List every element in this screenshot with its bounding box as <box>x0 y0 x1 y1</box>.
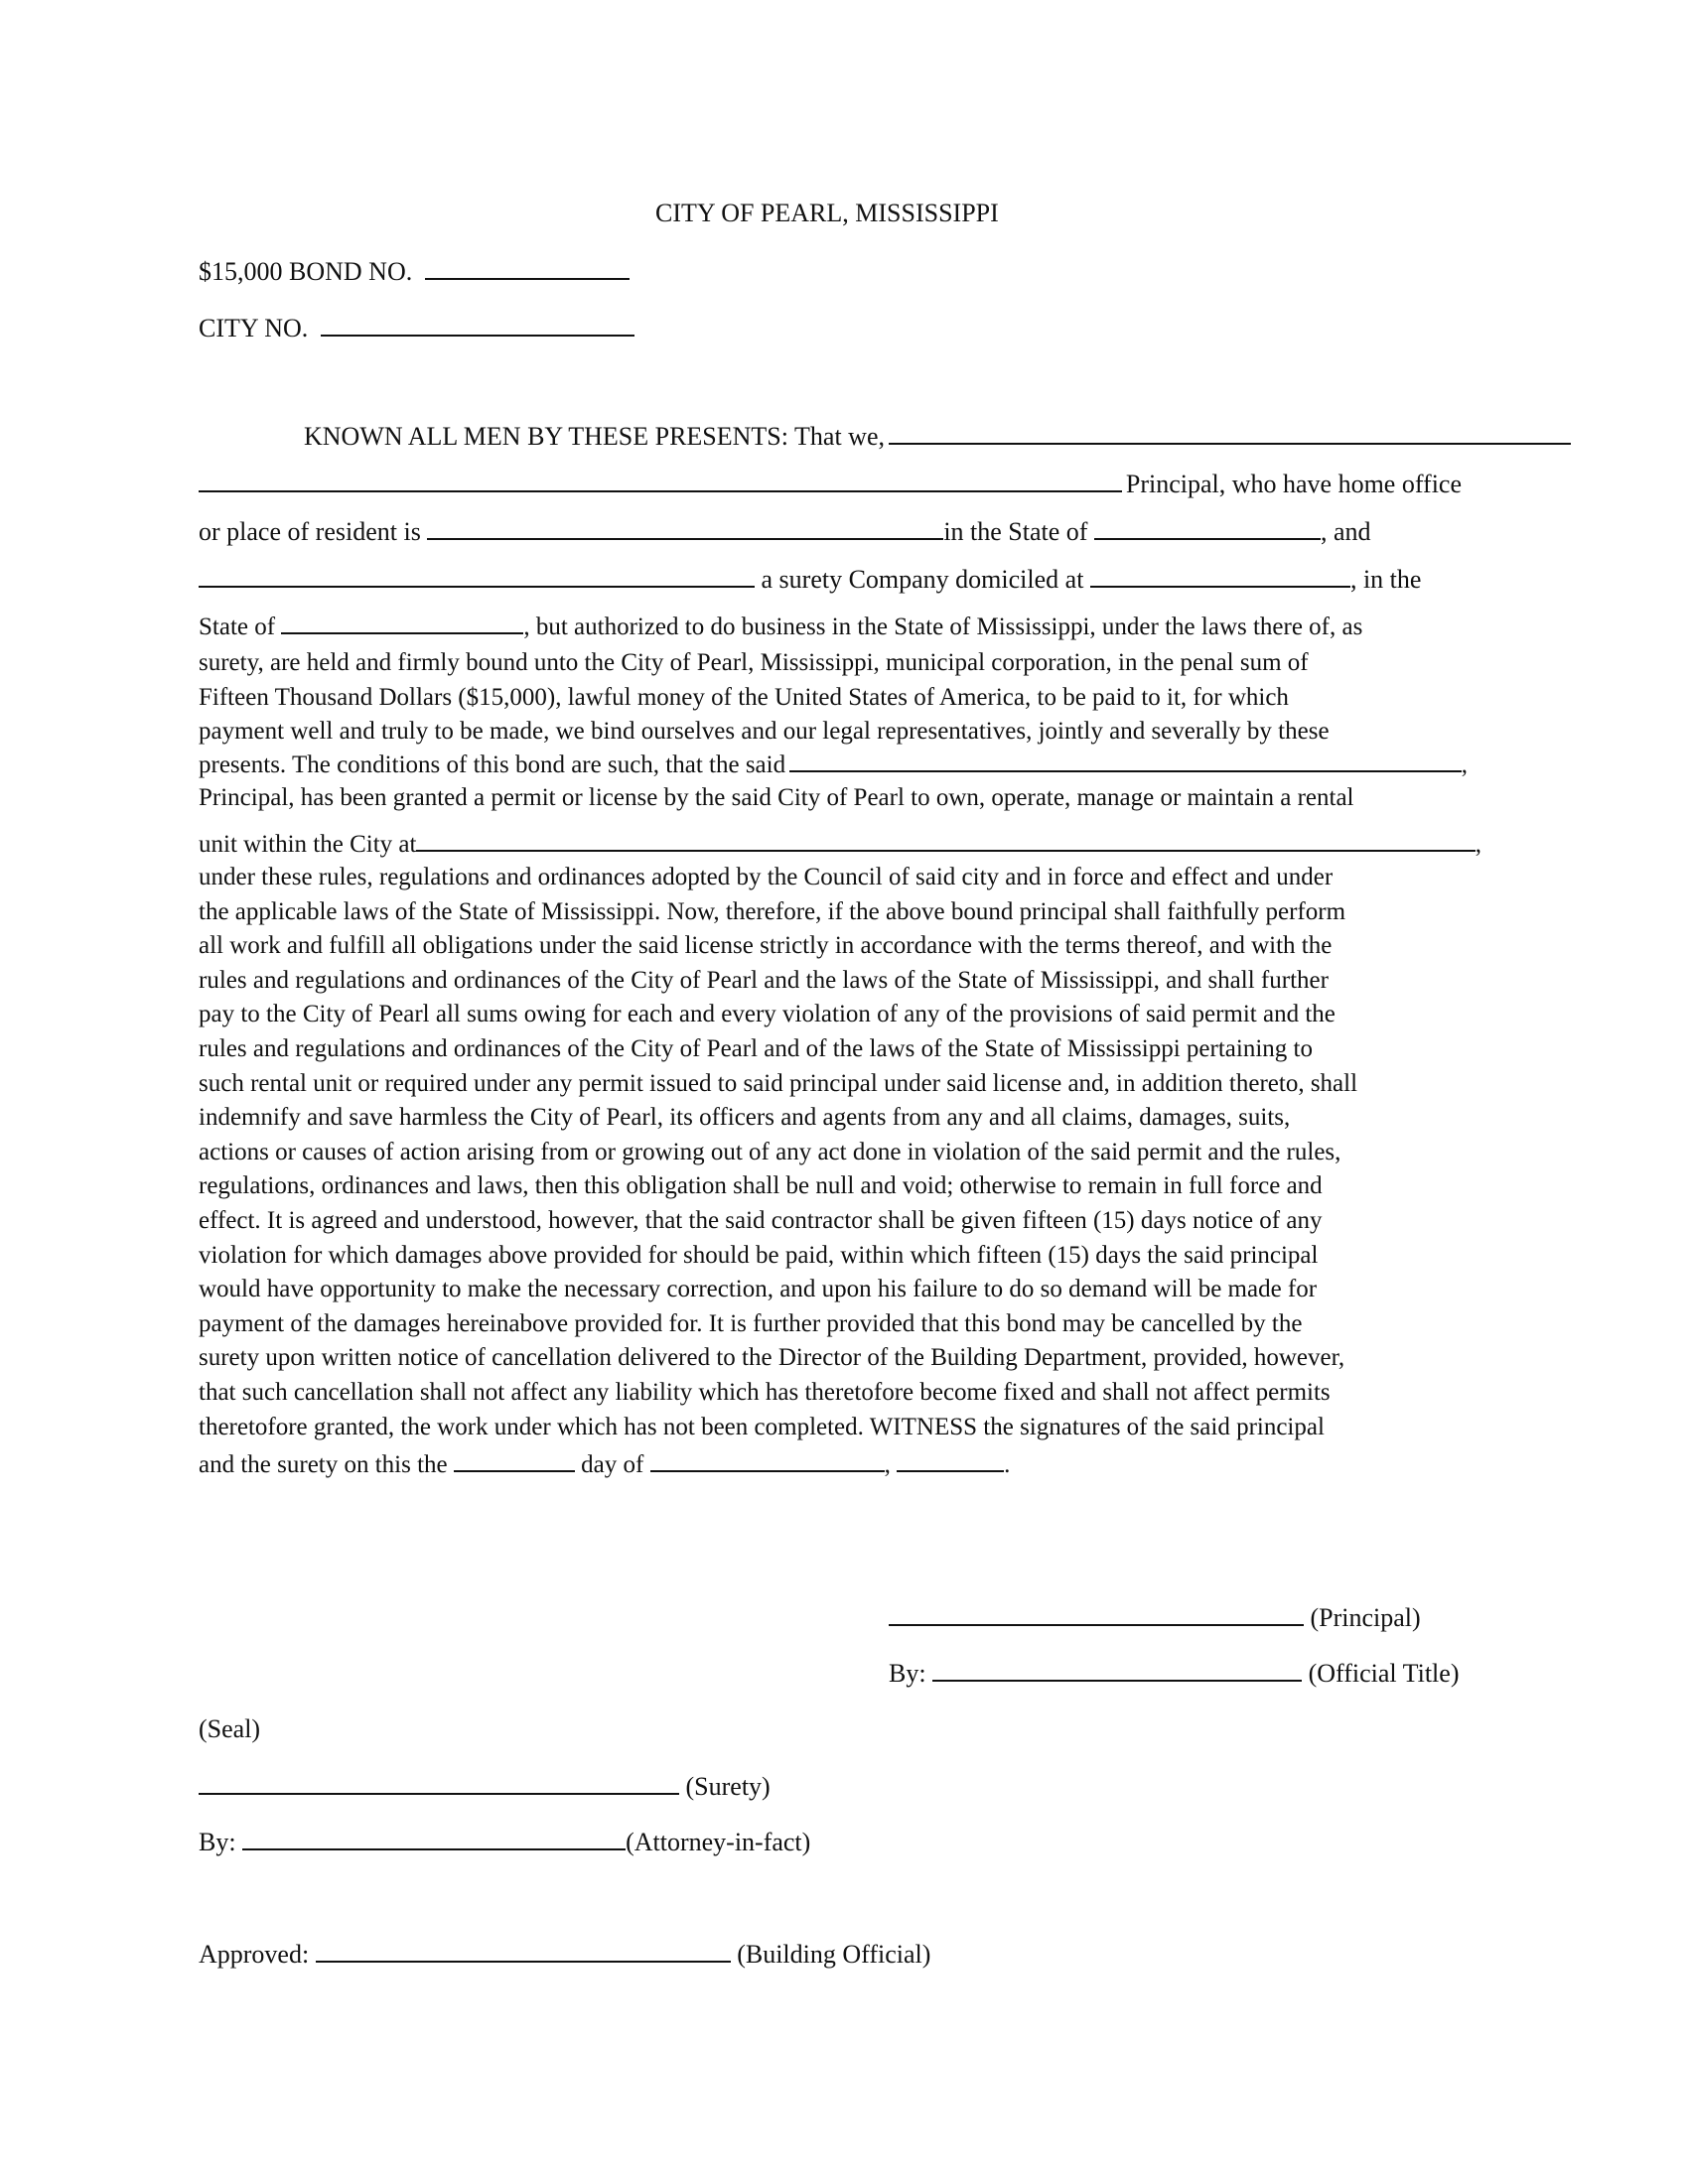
principal-name-field-2[interactable] <box>199 469 1122 492</box>
body-line: actions or causes of action arising from or growing out of any act done in violation of the said permit and the rules, <box>199 1138 1341 1165</box>
surety-label: (Surety) <box>685 1772 771 1801</box>
witness-day-field[interactable] <box>454 1448 575 1472</box>
comma-mark: , <box>1461 751 1468 778</box>
permit-row <box>199 783 1481 813</box>
state-of-label: State of <box>199 614 276 640</box>
principal-label: (Principal) <box>1310 1603 1421 1632</box>
official-title-label: (Official Title) <box>1308 1659 1460 1688</box>
surety-signature-row <box>199 1771 771 1802</box>
attorney-label: (Attorney-in-fact) <box>626 1828 811 1856</box>
approved-row <box>199 1939 930 1970</box>
conditions-principal-field[interactable] <box>789 749 1462 772</box>
body-line: payment of the damages hereinabove provided for. It is further provided that this bond may be cancelled by the <box>199 1309 1303 1337</box>
body-line: theretofore granted, the work under which has not been completed. WITNESS the signatures of the said principal <box>199 1413 1325 1440</box>
body-line: rules and regulations and ordinances of the City of Pearl and of the laws of the State of Mississippi pertaining to <box>199 1034 1313 1062</box>
conditions-row <box>199 749 1468 780</box>
by-label: By: <box>889 1659 926 1688</box>
official-title-field[interactable] <box>932 1658 1302 1682</box>
principal-signature-field[interactable] <box>889 1602 1304 1626</box>
intro-opening: KNOWN ALL MEN BY THESE PRESENTS: That we, <box>304 422 885 451</box>
body-paragraph-2 <box>199 861 1489 1444</box>
principal-name-field[interactable] <box>889 421 1571 445</box>
surety-company-field[interactable] <box>199 564 755 588</box>
witness-period: . <box>1004 1451 1011 1478</box>
conditions-label: presents. The conditions of this bond are such, that the said <box>199 751 786 778</box>
body-line: rules and regulations and ordinances of the City of Pearl and the laws of the State of Mississippi, and shall further <box>199 966 1329 994</box>
intro-row-5 <box>199 611 1481 642</box>
official-title-row <box>889 1658 1459 1689</box>
body-line: all work and fulfill all obligations under the said license strictly in accordance with the terms thereof, and with the <box>199 932 1333 960</box>
in-the-label: , in the <box>1349 565 1422 594</box>
body-line: under these rules, regulations and ordinances adopted by the Council of said city and in force and effect and under <box>199 864 1334 890</box>
body-line: payment well and truly to be made, we bind ourselves and our legal representatives, jointly and severally by these <box>199 718 1330 746</box>
body-line: violation for which damages above provided for should be paid, within which fifteen (15) days the said principal <box>199 1241 1319 1269</box>
surety-domicile-field[interactable] <box>1090 564 1350 588</box>
bond-number-row <box>199 256 630 287</box>
body-line: indemnify and save harmless the City of Pearl, its officers and agents from any and all claims, damages, suits, <box>199 1104 1291 1132</box>
witness-prefix: and the surety on this the <box>199 1451 448 1478</box>
permit-text: Principal, has been granted a permit or license by the said City of Pearl to own, operate, manage or maintain a rental <box>199 784 1354 811</box>
body-line: surety, are held and firmly bound unto the City of Pearl, Mississippi, municipal corporation, in the penal sum of <box>199 649 1309 676</box>
intro-row-1 <box>199 421 1575 452</box>
authorized-text: , but authorized to do business in the State of Mississippi, under the laws there of, as <box>523 614 1363 640</box>
body-line: effect. It is agreed and understood, however, that the said contractor shall be given fifteen (15) days notice of any <box>199 1206 1323 1234</box>
approved-label: Approved: <box>199 1940 310 1969</box>
city-number-label: CITY NO. <box>199 314 309 342</box>
residence-state-field[interactable] <box>1094 516 1321 540</box>
rental-unit-address-field[interactable] <box>416 828 1475 852</box>
residence-field[interactable] <box>427 516 943 540</box>
surety-company-label: a surety Company domiciled at <box>761 565 1084 594</box>
building-official-label: (Building Official) <box>737 1940 931 1969</box>
body-line: pay to the City of Pearl all sums owing for each and every violation of any of the provisions of said permit and the <box>199 1001 1336 1028</box>
unit-label: unit within the City at <box>199 831 417 858</box>
page-title: CITY OF PEARL, MISSISSIPPI <box>655 199 999 227</box>
and-label: , and <box>1320 517 1371 546</box>
intro-row-3 <box>199 516 1481 547</box>
principal-home-office-label: Principal, who have home office <box>1125 470 1462 498</box>
attorney-signature-field[interactable] <box>242 1827 626 1850</box>
residence-label: or place of resident is <box>199 517 421 546</box>
city-number-row <box>199 313 634 343</box>
attorney-row <box>199 1827 810 1857</box>
body-paragraph-1 <box>199 646 1489 750</box>
surety-state-field[interactable] <box>281 611 523 634</box>
building-official-signature-field[interactable] <box>316 1939 731 1963</box>
bond-number-label: $15,000 BOND NO. <box>199 257 413 286</box>
comma-mark: , <box>1475 831 1481 858</box>
intro-row-4 <box>199 564 1481 595</box>
by-label: By: <box>199 1828 236 1856</box>
surety-signature-field[interactable] <box>199 1771 679 1795</box>
body-line: the applicable laws of the State of Mississippi. Now, therefore, if the above bound principal shall faithfully perform <box>199 897 1346 925</box>
body-line: that such cancellation shall not affect any liability which has theretofore become fixed and shall not affect permits <box>199 1378 1331 1406</box>
intro-row-2 <box>199 469 1462 499</box>
seal-label: (Seal) <box>199 1714 261 1743</box>
witness-day-of-label: day of <box>581 1451 644 1478</box>
witness-comma: , <box>884 1451 891 1478</box>
witness-row <box>199 1448 1481 1480</box>
body-line: such rental unit or required under any permit issued to said principal under said license and, in addition thereto, shall <box>199 1069 1358 1097</box>
bond-number-field[interactable] <box>425 256 630 280</box>
residence-state-label: in the State of <box>943 517 1088 546</box>
body-line: regulations, ordinances and laws, then this obligation shall be null and void; otherwise to remain in full force and <box>199 1172 1323 1200</box>
witness-year-field[interactable] <box>897 1448 1004 1472</box>
body-line: Fifteen Thousand Dollars ($15,000), lawful money of the United States of America, to be paid to it, for which <box>199 683 1289 711</box>
principal-signature-row <box>889 1602 1421 1633</box>
city-number-field[interactable] <box>321 313 634 337</box>
witness-month-field[interactable] <box>650 1448 885 1472</box>
body-line: would have opportunity to make the necessary correction, and upon his failure to do so demand will be made for <box>199 1276 1318 1303</box>
unit-row <box>199 828 1481 860</box>
body-line: surety upon written notice of cancellation delivered to the Director of the Building Department, provided, however, <box>199 1344 1345 1372</box>
